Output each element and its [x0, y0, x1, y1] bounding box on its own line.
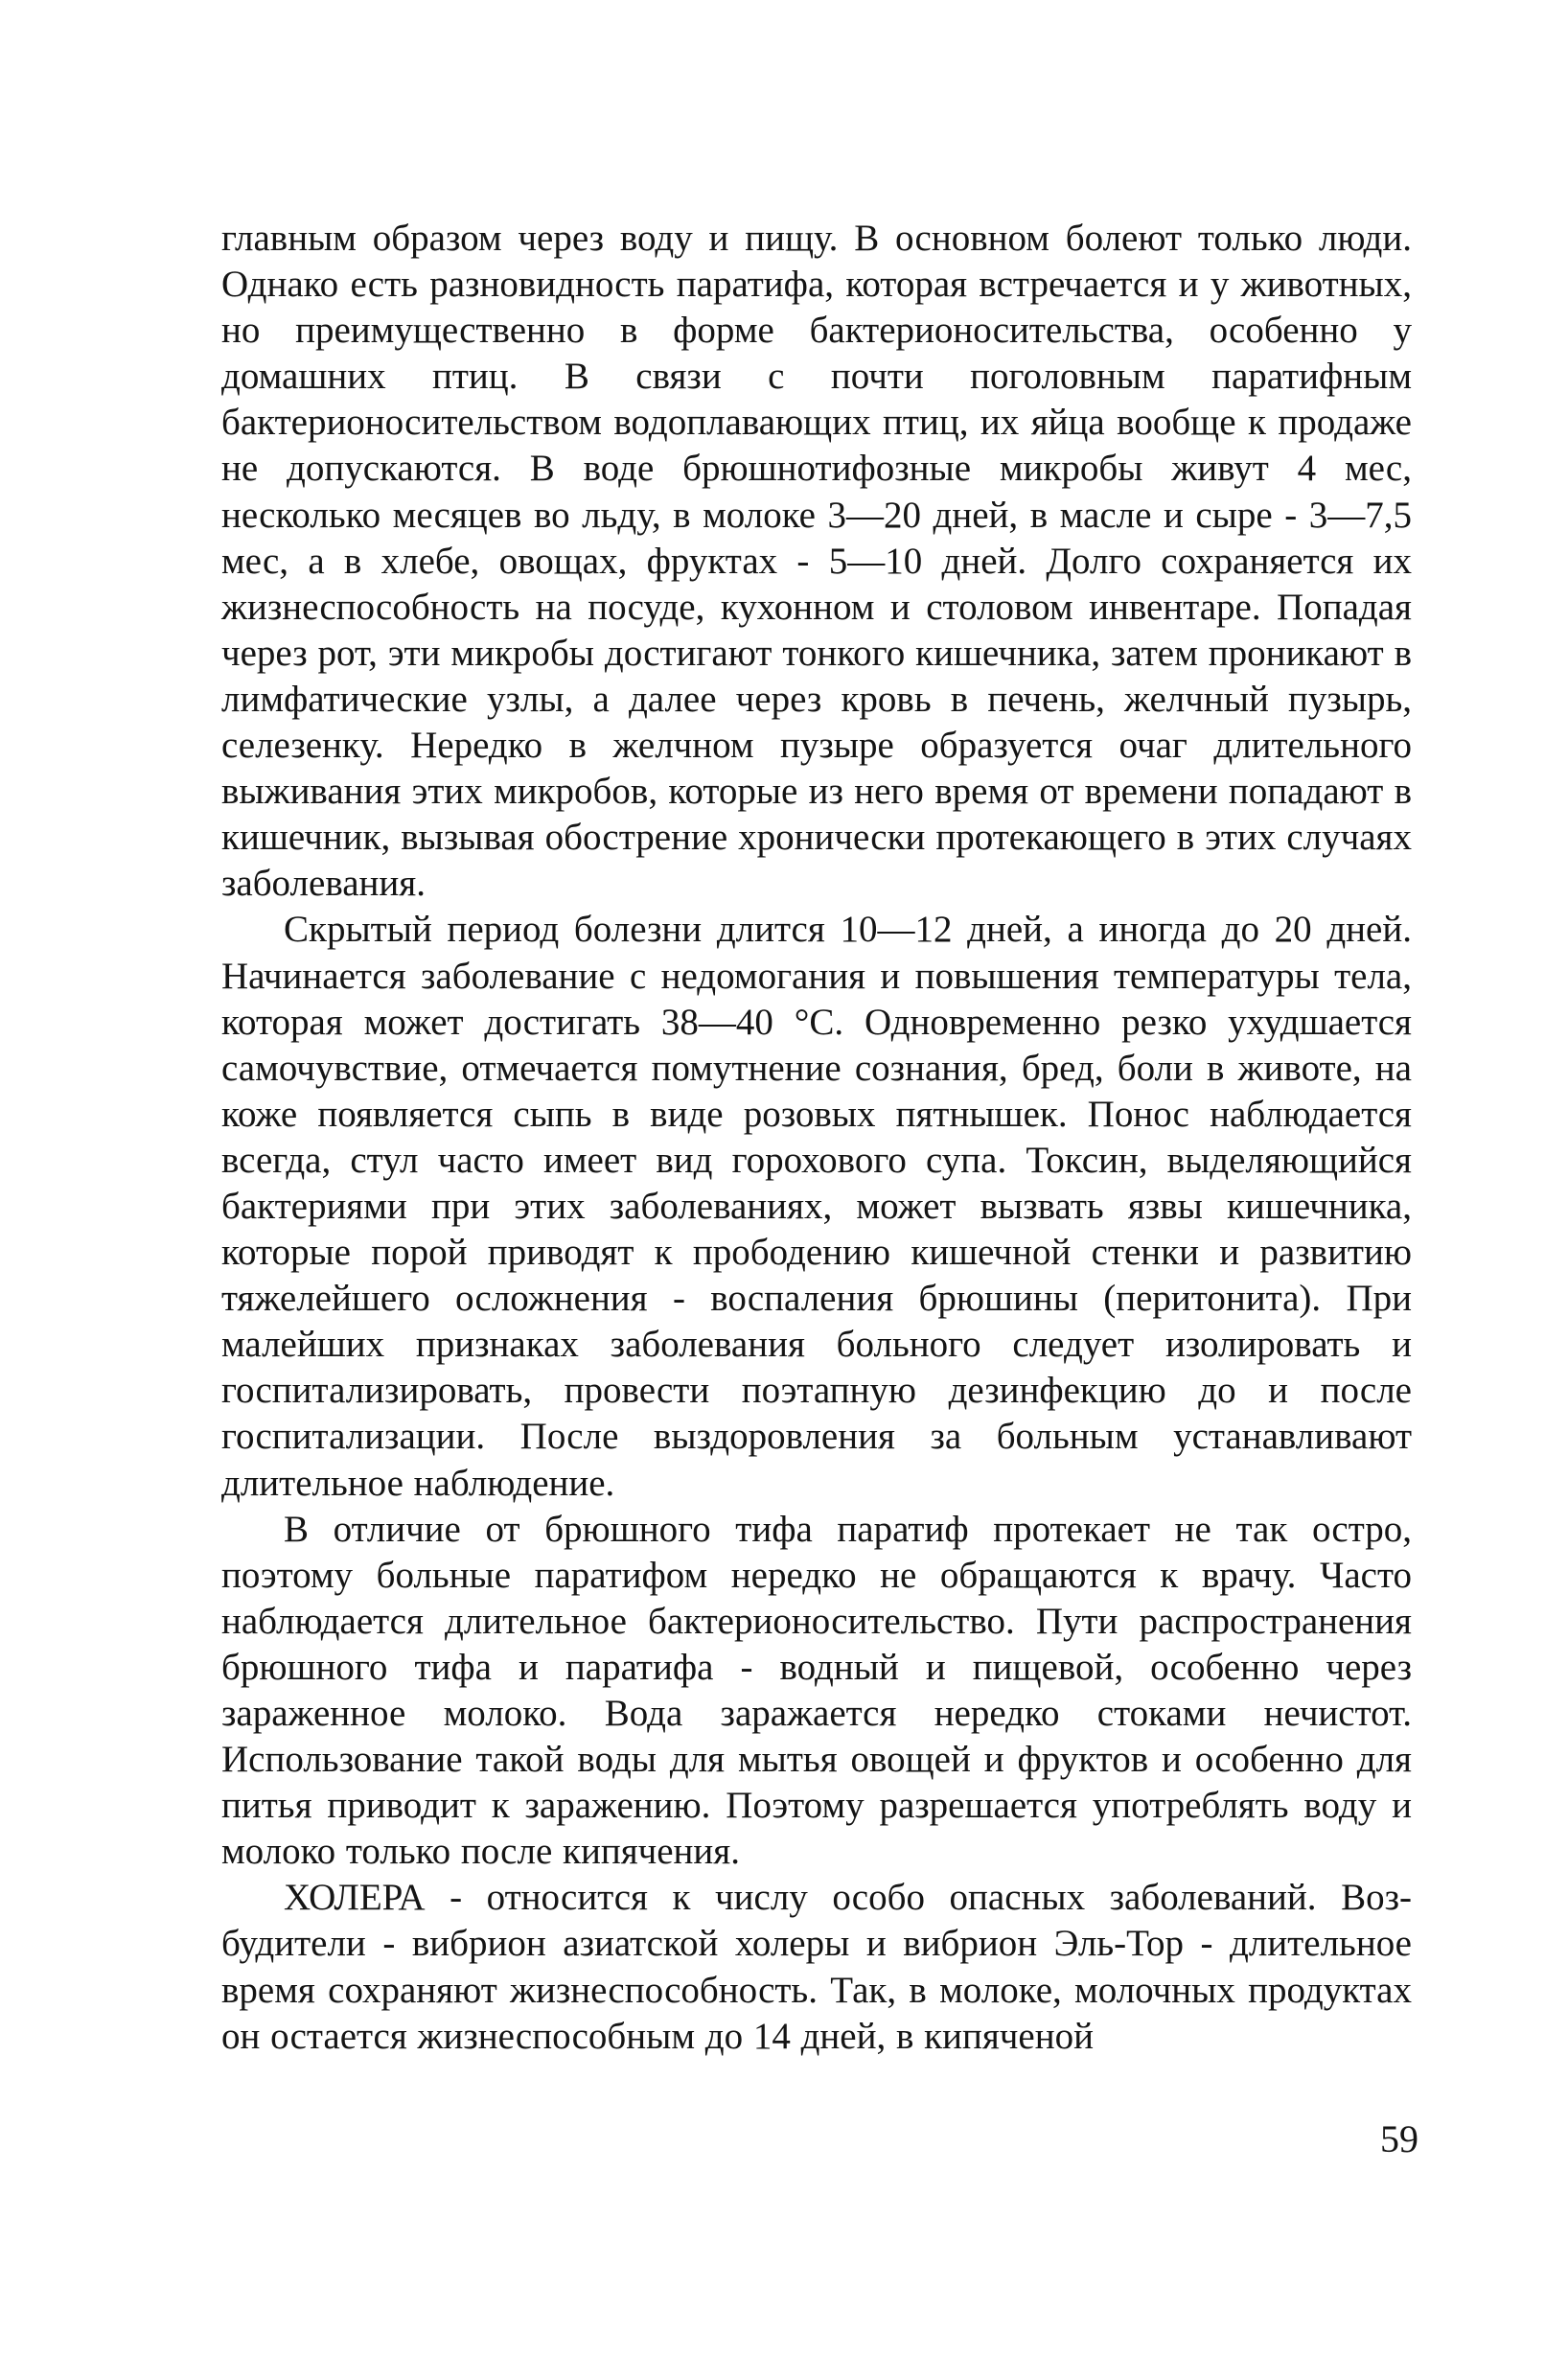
paragraph-1: главным образом через воду и пищу. В основном болеют только люди. Однако есть разновидность паратифа, которая встречается и у животных, но преимущественно в форме бактерионосительства, особенно у домашних птиц. В связи с почти поголовным паратифным бактерионосительством водоплавающих птиц, их яйца вообще к продаже не допускаются. В воде брюшнотифозные микробы живут 4 мес, несколько месяцев во льду, в молоке 3—20 дней, в масле и сыре - 3—7,5 мес, а в хлебе, овощах, фруктах - 5—10 дней. Долго сохраняется их жизнеспособность на посуде, кухонном и столовом инвентаре. Попадая через рот, эти микробы достигают тонкого кишечника, затем проникают в лимфатические узлы, а далее через кровь в печень, желчный пузырь, селезенку. Нередко в желчном пузыре образуется очаг длительного выживания этих микробов, которые из него время от времени попадают в кишечник, вызывая обострение хронически протекающего в этих случаях заболевания. [221, 218, 1412, 905]
paragraph-2: Скрытый период болезни длится 10—12 дней, а иногда до 20 дней. Начинается заболевание с недомогания и повышения температуры тела, которая может достигать 38—40 °С. Одновременно резко ухудшается самочувствие, отмечается помутнение сознания, бред, боли в животе, на коже появляется сыпь в виде розовых пятнышек. Понос наблюдается всегда, стул часто имеет вид горохового супа. Токсин, выделяющийся бактериями при этих заболеваниях, может вызвать язвы кишечника, которые порой приводят к прободению кишечной стенки и развитию тяжелейшего осложнения - воспаления брюшины (перитонита). При малейших признаках заболевания больного следует изолировать и госпитализировать, провести поэтапную дезинфекцию до и после госпитализации. После выздоровления за больным устанавливают длительное наблюдение. [221, 909, 1412, 1504]
page-number: 59 [1380, 2117, 1418, 2160]
body-text [221, 216, 1412, 2060]
paragraph-3: В отличие от брюшного тифа паратиф протекает не так остро, поэтому больные паратифом нередко не обращаются к врачу. Часто наблюдается длительное бактерионосительство. Пути распространения брюшного тифа и паратифа - водный и пищевой, особенно через зараженное молоко. Вода заражается нередко стоками нечистот. Использование такой воды для мытья овощей и фруктов и особенно для питья приводит к заражению. Поэтому разрешается употреблять воду и молоко только после кипячения. [221, 1508, 1412, 1873]
paragraph-4: ХОЛЕРА - относится к числу особо опасных заболеваний. Возбудители - вибрион азиатской холеры и вибрион Эль-Тор - длительное время сохраняют жизнеспособность. Так, в молоке, молочных продуктах он остается жизнеспособным до 14 дней, в кипяченой [221, 1877, 1412, 2057]
